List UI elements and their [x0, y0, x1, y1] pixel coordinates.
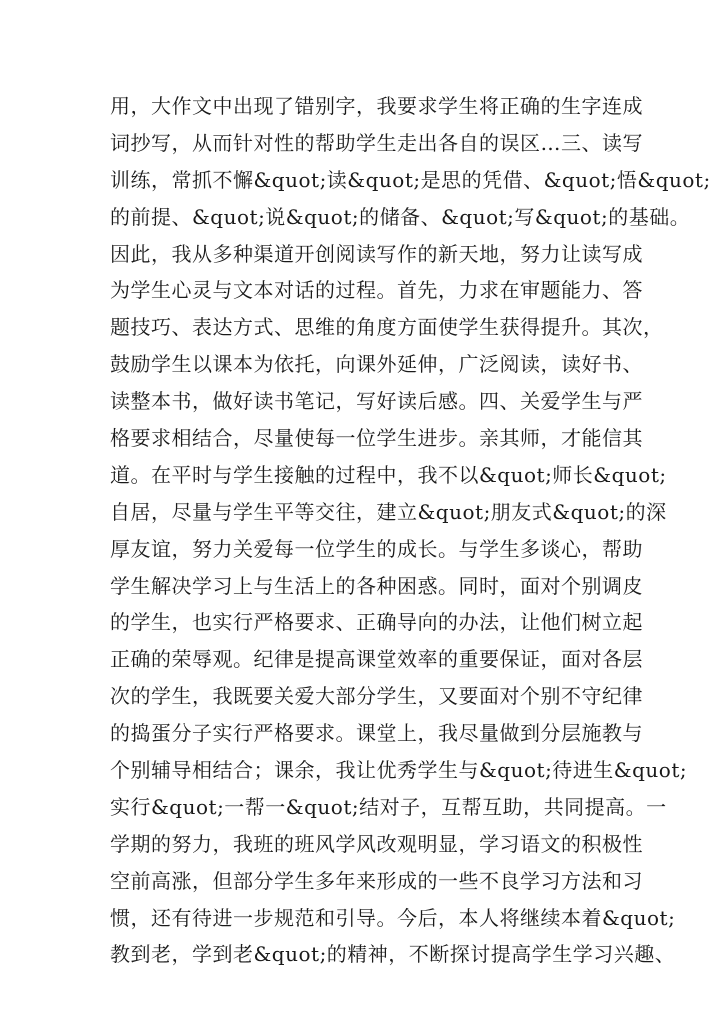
text-line: 格要求相结合，尽量使每一位学生进步。亲其师，才能信其	[110, 426, 643, 451]
text-line: 自居，尽量与学生平等交往，建立&quot;朋友式&quot;的深	[110, 499, 667, 524]
text-line: 厚友谊，努力关爱每一位学生的成长。与学生多谈心，帮助	[110, 536, 643, 561]
text-line: 题技巧、表达方式、思维的角度方面使学生获得提升。其次，	[110, 315, 664, 340]
text-line: 的前提、&quot;说&quot;的储备、&quot;写&quot;的基础。	[110, 204, 691, 229]
text-line: 惯，还有待进一步规范和引导。今后，本人将继续本着&quot;	[110, 905, 676, 930]
text-line: 词抄写，从而针对性的帮助学生走出各自的误区…三、读写	[110, 130, 643, 155]
text-line: 道。在平时与学生接触的过程中，我不以&quot;师长&quot;	[110, 462, 667, 487]
text-line: 用，大作文中出现了错别字，我要求学生将正确的生字连成	[110, 94, 643, 118]
text-line: 的捣蛋分子实行严格要求。课堂上，我尽量做到分层施教与	[110, 721, 643, 746]
text-line: 为学生心灵与文本对话的过程。首先，力求在审题能力、答	[110, 278, 643, 303]
text-line: 鼓励学生以课本为依托，向课外延伸，广泛阅读，读好书、	[110, 352, 643, 377]
body-text	[110, 88, 711, 973]
text-line: 空前高涨，但部分学生多年来形成的一些不良学习方法和习	[110, 868, 643, 893]
text-line: 实行&quot;一帮一&quot;结对子，互帮互助，共同提高。一	[110, 794, 667, 819]
text-line: 个别辅导相结合；课余，我让优秀学生与&quot;待进生&quot;	[110, 758, 688, 783]
text-line: 因此，我从多种渠道开创阅读写作的新天地，努力让读写成	[110, 241, 643, 266]
text-line: 正确的荣辱观。纪律是提高课堂效率的重要保证，面对各层	[110, 647, 643, 672]
text-line: 读整本书，做好读书笔记，写好读后感。四、关爱学生与严	[110, 389, 643, 414]
text-line: 次的学生，我既要关爱大部分学生，又要面对个别不守纪律	[110, 684, 643, 709]
text-line: 学生解决学习上与生活上的各种困惑。同时，面对个别调皮	[110, 573, 643, 598]
text-line: 学期的努力，我班的班风学风改观明显，学习语文的积极性	[110, 831, 643, 856]
text-line: 训练，常抓不懈&quot;读&quot;是思的凭借、&quot;悟&quot;	[110, 167, 711, 192]
text-line: 的学生，也实行严格要求、正确导向的办法，让他们树立起	[110, 610, 643, 635]
text-line: 教到老，学到老&quot;的精神，不断探讨提高学生学习兴趣、	[110, 942, 676, 967]
